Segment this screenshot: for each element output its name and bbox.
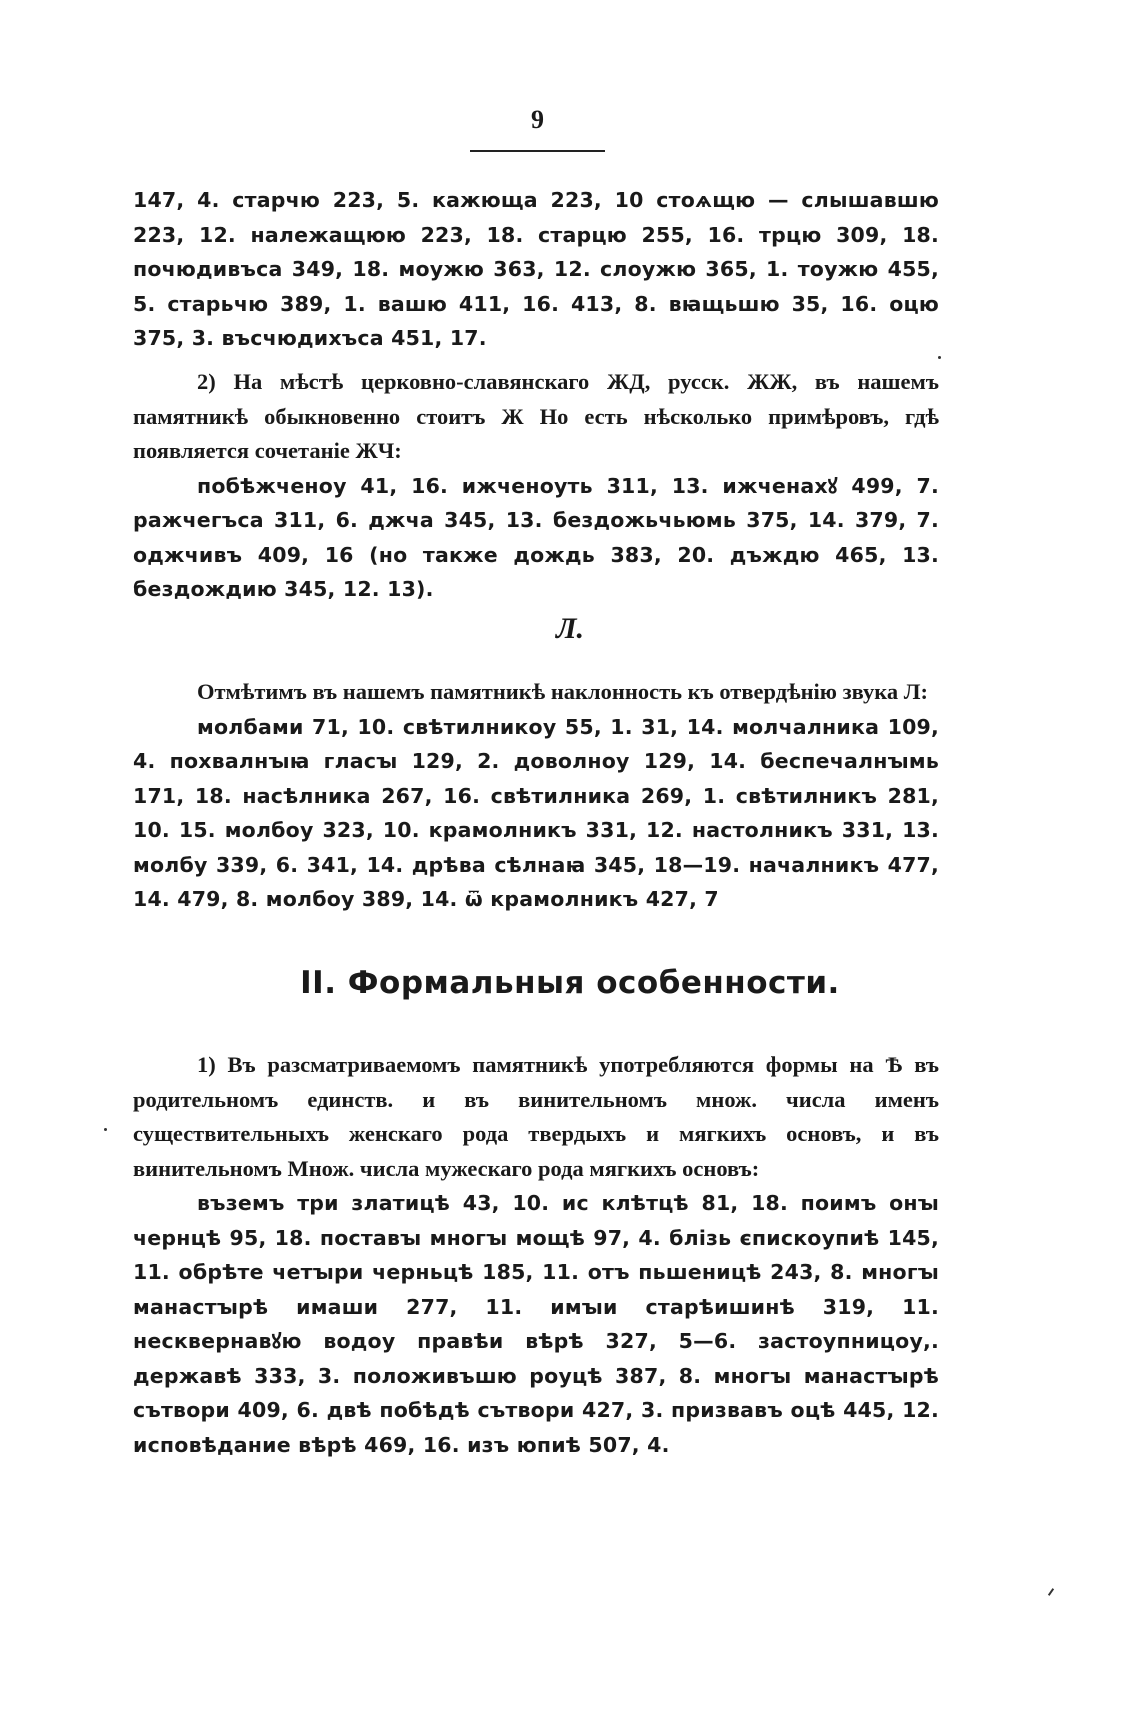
print-speck <box>104 1128 107 1131</box>
paragraph-zhd <box>133 365 939 607</box>
zhd-intro-text: 2) На мѣстѣ церковно-славянскаго ЖД, русск. ЖЖ, въ нашемъ памятникѣ обыкновенно стоитъ Ж Но есть нѣсколько примѣровъ, гдѣ появляется сочетаніе ЖЧ: <box>133 369 939 463</box>
paragraph-formal <box>133 1048 939 1462</box>
formal-intro-text: 1) Въ разсматриваемомъ памятникѣ употребляются формы на Ѣ въ родительномъ единств. и въ винительномъ множ. числа именъ существительныхъ женскаго рода твердыхъ и мягкихъ основъ, и въ винительномъ Множ. числа мужескаго рода мягкихъ основъ: <box>133 1052 939 1181</box>
paragraph-l-sound <box>133 675 939 917</box>
section-letter-heading: Л. <box>555 612 585 645</box>
zhd-examples: побѣжченоу 41, 16. ижченоуть 311, 13. ижченахꙋ 499, 7. ражчегъса 311, 6. джча 345, 13. бездожьчьюмь 375, 14. 379, 7. оджчивъ 409, 16 (но также дождь 383, 20. дъждю 465, 13. бездождию 345, 12. 13). <box>133 473 939 601</box>
section-heading: II. Формальныя особенности. <box>300 965 840 1001</box>
l-sound-examples: молбами 71, 10. свѣтилникоу 55, 1. 31, 14. молчалника 109, 4. похвалнꙑꙗ гласꙑ 129, 2. доволноу 129, 14. беспечалнꙑмь 171, 18. насѣлника 267, 16. свѣтилника 269, 1. свѣтилникъ 281, 10. 15. молбоу 323, 10. крамолникъ 331, 12. настолникъ 331, 13. молбу 339, 6. 341, 14. дрѣва сѣлнаꙗ 345, 18—19. началникъ 477, 14. 479, 8. молбоу 389, 14. ѿ крамолникъ 427, 7 <box>133 714 939 911</box>
page-number: 9 <box>531 105 544 134</box>
continuation-examples: 147, 4. старчю 223, 5. кажюща 223, 10 стоѧщю — слышавшю 223, 12. належащюю 223, 18. старцю 255, 16. трцю 309, 18. почюдивъса 349, 18. моужю 363, 12. слоужю 365, 1. тоужю 455, 5. старьчю 389, 1. вашю 411, 16. 413, 8. вꙗщьшю 35, 16. оцю 375, 3. въсчюдихъса 451, 17. <box>133 188 939 350</box>
paragraph-continuation <box>133 183 939 356</box>
l-sound-intro-text: Отмѣтимъ въ нашемъ памятникѣ наклонность къ отвердѣнію звука Л: <box>197 679 929 704</box>
margin-mark <box>1048 1588 1054 1596</box>
print-speck <box>938 356 941 359</box>
page-number-rule <box>470 150 605 152</box>
formal-examples: въземъ три златицѣ 43, 10. ис клѣтцѣ 81, 18. поимъ онꙑ чернцѣ 95, 18. поставꙑ многꙑ мощѣ 97, 4. блізь єпискоупиѣ 145, 11. обрѣте четꙑри черньцѣ 185, 11. отъ пьшеницѣ 243, 8. многꙑ манастꙑрѣ имаши 277, 11. имꙑи старѣишинѣ 319, 11. несквернавꙋю водоу правѣи вѣрѣ 327, 5—6. застоупницоу,. державѣ 333, 3. положивъшю роуцѣ 387, 8. многꙑ манастꙑрѣ сътвори 409, 6. двѣ побѣдѣ сътвори 427, 3. призвавъ оцѣ 445, 12. исповѣдание вѣрѣ 469, 16. изъ юпиѣ 507, 4. <box>133 1191 939 1457</box>
